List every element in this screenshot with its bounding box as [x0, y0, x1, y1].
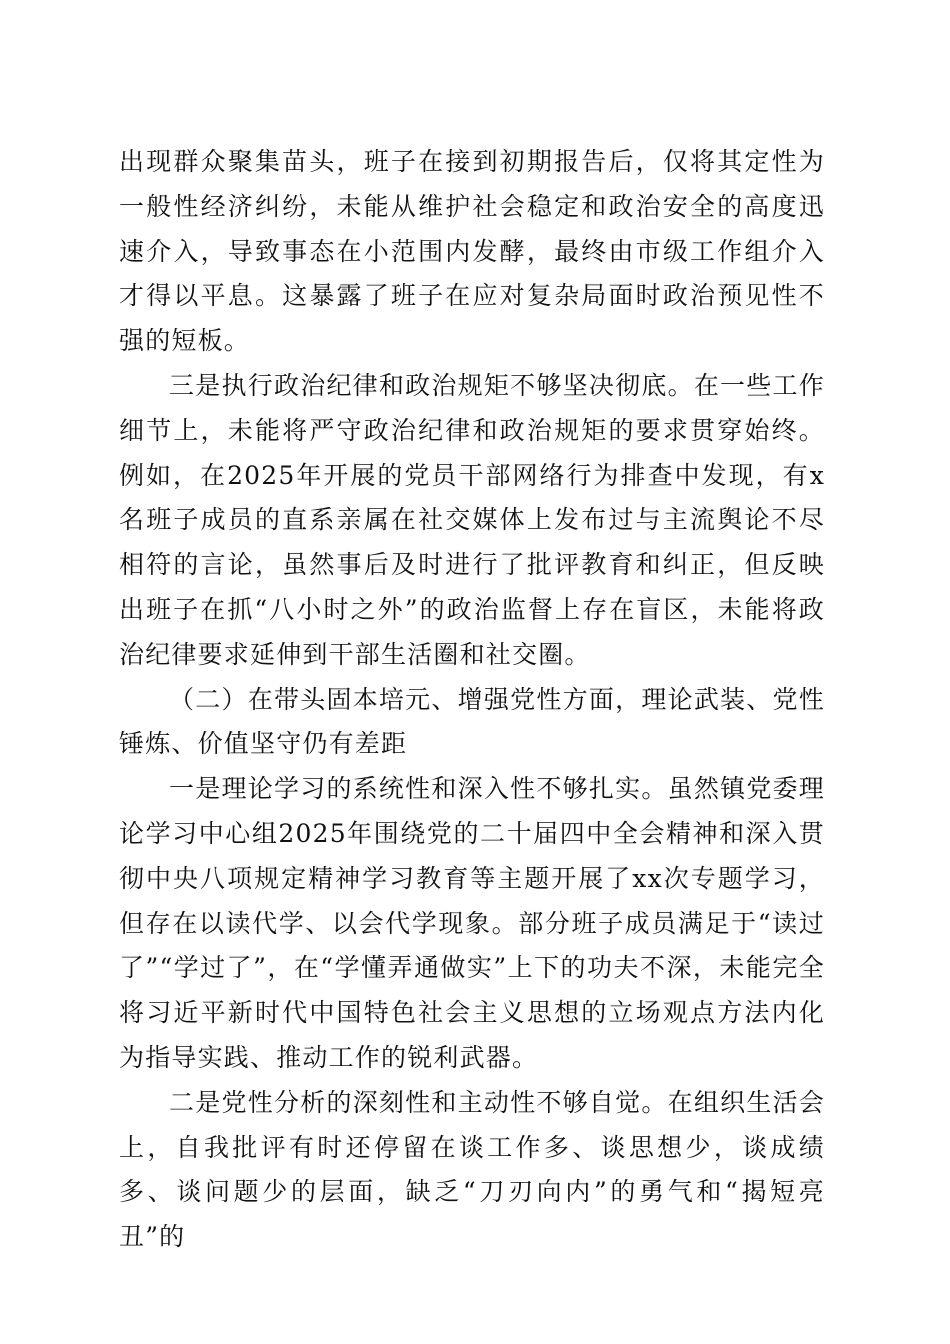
section-heading: （二）在带头固本培元、增强党性方面，理论武装、党性锤炼、价值坚守仍有差距: [119, 684, 825, 759]
paragraph-text: 在一些工作细节上，未能将严守政治纪律和政治规矩的要求贯穿始终。例如，在2025年开展的党员干部网络行为排查中发现，有x名班子成员的直系亲属在社交媒体上发布过与主流舆论不尽相符的言论，虽然事后及时进行了批评教育和纠正，但反映出班子在抓“八小时之外”的政治监督上存在盲区，未能将政治纪律要求延伸到干部生活圈和社交圈。: [119, 370, 825, 669]
paragraph-theory-study: [119, 767, 825, 1081]
paragraph-lead: 二是党性分析的深刻性和主动性不够自觉。: [169, 1087, 668, 1117]
paragraph-text: 虽然镇党委理论学习中心组2025年围绕党的二十届四中全会精神和深入贯彻中央八项规定精神学习教育等主题开展了xx次专题学习，但存在以读代学、以会代学现象。部分班子成员满足于“读过了”“学过了”，在“学懂弄通做实”上下的功夫不深，未能完全将习近平新时代中国特色社会主义思想的立场观点方法内化为指导实践、推动工作的锐利武器。: [119, 774, 825, 1072]
document-body: [119, 140, 825, 1260]
paragraph-continued: [119, 140, 825, 364]
paragraph-lead: 一是理论学习的系统性和深入性不够扎实。: [169, 774, 668, 804]
paragraph-text: 在组织生活会上，自我批评有时还停留在谈工作多、谈思想少，谈成绩多、谈问题少的层面，缺乏“刀刃向内”的勇气和“揭短亮丑”的: [119, 1087, 825, 1252]
paragraph-text: 出现群众聚集苗头，班子在接到初期报告后，仅将其定性为一般性经济纠纷，未能从维护社会稳定和政治安全的高度迅速介入，导致事态在小范围内发酵，最终由市级工作组介入才得以平息。这暴露了班子在应对复杂局面时政治预见性不强的短板。: [119, 147, 825, 356]
paragraph-party-analysis: [119, 1081, 825, 1260]
paragraph-lead: 三是执行政治纪律和政治规矩不够坚决彻底。: [169, 370, 694, 400]
paragraph-political-discipline: [119, 364, 825, 678]
